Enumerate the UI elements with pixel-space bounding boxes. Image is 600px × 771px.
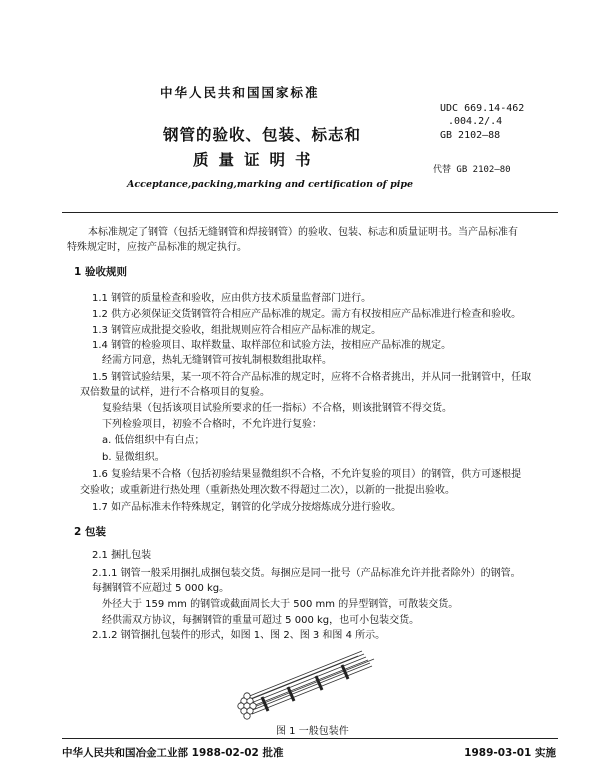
clause-1-7: 1.7 如产品标准未作特殊规定，钢管的化学成分按熔炼成分进行验收。 (92, 502, 402, 513)
clause-1-5-item-b: b. 显微组织。 (102, 452, 165, 463)
pipe-bundle-figure (230, 641, 380, 721)
title-line-1: 钢管的验收、包装、标志和 (163, 126, 362, 144)
clause-1-6-line-1: 1.6 复验结果不合格（包括初验结果显微组织不合格，不允许复验的项目）的钢管，供方可逐根提 (92, 469, 522, 480)
clause-1-2: 1.2 供方必须保证交货钢管符合相应产品标准的规定。需方有权按相应产品标准进行检查和验收。 (92, 309, 522, 320)
clause-1-5-line-2: 双倍数量的试样，进行不合格项目的复验。 (80, 387, 270, 398)
approval-note: 中华人民共和国冶金工业部 1988-02-02 批准 (62, 747, 284, 759)
clause-1-3: 1.3 钢管应成批提交验收，组批规则应符合相应产品标准的规定。 (92, 325, 382, 336)
clause-2-1-1-line-4: 经供需双方协议，每捆钢管的重量可超过 5 000 kg，也可小包装交货。 (102, 615, 420, 626)
clause-1-5-line-3: 复验结果（包括该项目试验所要求的任一指标）不合格，则该批钢管不得交货。 (102, 403, 452, 414)
udc-line-2: .004.2/.4 (448, 116, 503, 127)
clause-1-1: 1.1 钢管的质量检查和验收，应由供方技术质量监督部门进行。 (92, 293, 372, 304)
title-line-2: 质量证明书 (193, 151, 321, 169)
clause-2-1-1-line-3: 外径大于 159 mm 的钢管或截面周长大于 500 mm 的异型钢管，可散装交货。 (102, 599, 459, 610)
clause-2-1-1-line-1: 2.1.1 钢管一般采用捆扎成捆包装交货。每捆应是同一批号（产品标准允许并批者除外）的钢管。 (92, 568, 521, 579)
clause-1-5-line-4: 下列检验项目，初验不合格时，不允许进行复验： (102, 419, 322, 430)
gb-number: GB 2102—88 (440, 130, 501, 141)
section-1-heading: 1 验收规则 (74, 266, 127, 278)
standard-name: 中华人民共和国国家标准 (160, 85, 320, 100)
clause-1-5-item-a: a. 低倍组织中有白点； (102, 435, 205, 446)
effective-date: 1989-03-01 实施 (464, 747, 556, 759)
footer-divider (62, 738, 558, 739)
clause-1-4: 1.4 钢管的检验项目、取样数量、取样部位和试验方法，按相应产品标准的规定。 (92, 340, 452, 351)
section-2-heading: 2 包装 (74, 526, 106, 538)
clause-2-1: 2.1 捆扎包装 (92, 550, 152, 561)
clause-1-6-line-2: 交验收；或重新进行热处理（重新热处理次数不得超过二次），以新的一批提出验收。 (80, 485, 455, 496)
replaces-note: 代替 GB 2102—80 (433, 165, 511, 175)
clause-1-4-note: 经需方同意，热轧无缝钢管可按轧制根数组批取样。 (102, 355, 332, 366)
english-title: Acceptance,packing,marking and certification of pipe (127, 179, 414, 190)
figure-caption: 图 1 一般包装件 (276, 726, 349, 737)
clause-2-1-1-line-2: 每捆钢管不应超过 5 000 kg。 (92, 583, 230, 594)
clause-2-1-2: 2.1.2 钢管捆扎包装件的形式，如图 1、图 2、图 3 和图 4 所示。 (92, 630, 386, 641)
udc-code (440, 102, 524, 128)
header-divider (62, 212, 558, 213)
clause-1-5-line-1: 1.5 钢管试验结果，某一项不符合产品标准的规定时，应将不合格者挑出，并从同一批钢管中，任取 (92, 372, 532, 383)
udc-line-1: UDC 669.14-462 (440, 103, 525, 114)
intro-line-1: 本标准规定了钢管（包括无缝钢管和焊接钢管）的验收、包装、标志和质量证明书。当产品标准有 (88, 227, 518, 238)
intro-line-2: 特殊规定时，应按产品标准的规定执行。 (67, 242, 247, 253)
